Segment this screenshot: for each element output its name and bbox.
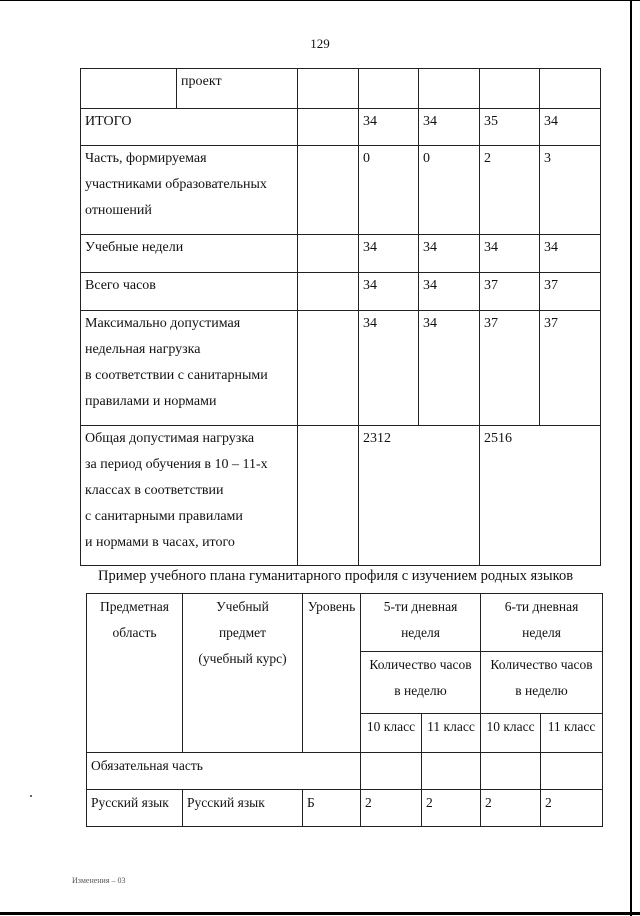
label-line: недельная нагрузка [85,342,201,357]
table-cell [359,69,419,109]
header-line: неделя [401,625,440,640]
label-line: классах в соответствии [85,483,224,498]
table-cell [298,235,359,273]
row-label: Всего часов [81,273,298,311]
label-line: участниками образовательных [85,177,267,192]
label-line: за период обучения в 10 – 11-х [85,457,268,472]
value-cell: 2 [541,790,603,827]
section-heading: Пример учебного плана гуманитарного профиля с изучением родных языков [98,568,574,584]
table-cell [422,753,481,790]
total-load-row [81,426,601,566]
table-cell [298,311,359,426]
label-line: и нормами в часах, итого [85,535,235,550]
value-cell: 2 [361,790,422,827]
grade-header: 10 класс [481,714,541,753]
table-cell [481,753,541,790]
value-cell: 0 [359,146,419,235]
mandatory-label: Обязательная часть [87,753,361,790]
value-cell: 34 [540,235,601,273]
value-cell: 2 [481,790,541,827]
label-line: в соответствии с санитарными [85,368,268,383]
scan-border-top [0,0,640,1]
table-cell [298,426,359,566]
label-line: Максимально допустимая [85,316,241,331]
page-number: 129 [310,36,330,51]
value-cell: 2 [480,146,540,235]
week5-header [361,594,481,652]
subject-cell: Русский язык [183,790,303,827]
value-cell: 2 [422,790,481,827]
hours-header [361,652,481,714]
row-label [81,146,298,235]
value-cell: 34 [359,235,419,273]
value-cell: 3 [540,146,601,235]
total-hours-row [81,273,601,311]
project-row [81,69,601,109]
value-cell: 34 [540,109,601,146]
value-cell: 0 [419,146,480,235]
value-cell: 34 [419,311,480,426]
scan-speck [30,795,32,797]
table-cell [298,109,359,146]
label-line: с санитарными правилами [85,509,243,524]
header-line: Учебный [216,599,269,614]
value-cell: 37 [540,273,601,311]
label-line: отношений [85,203,152,218]
value-cell: 37 [480,273,540,311]
header-row-1 [87,594,603,652]
label-line: Часть, формируемая [85,151,207,166]
participants-part-row [81,146,601,235]
humanities-plan-table [86,593,603,827]
header-line: неделя [522,625,561,640]
value-cell: 34 [419,235,480,273]
label-line: Общая допустимая нагрузка [85,431,255,446]
table-cell [298,146,359,235]
level-header: Уровень [303,594,361,753]
table-cell [480,69,540,109]
value-cell: 35 [480,109,540,146]
row-label [81,426,298,566]
header-line: область [112,625,157,640]
table-cell [81,69,177,109]
week6-header [481,594,603,652]
table-cell [298,69,359,109]
label-line: правилами и нормами [85,394,217,409]
value-cell: 34 [419,109,480,146]
table-cell [361,753,422,790]
project-label: проект [177,69,298,109]
row-label: ИТОГО [81,109,298,146]
mandatory-row [87,753,603,790]
header-line: в неделю [515,683,568,698]
level-cell: Б [303,790,361,827]
study-weeks-row [81,235,601,273]
footer-note: Изменения – 03 [72,876,126,885]
max-load-row [81,311,601,426]
table-cell [298,273,359,311]
header-line: (учебный курс) [198,651,287,666]
grade-header: 10 класс [361,714,422,753]
subject-header [183,594,303,753]
value-cell: 34 [419,273,480,311]
grade-header: 11 класс [541,714,603,753]
value-cell: 37 [540,311,601,426]
subject-area-header [87,594,183,753]
value-cell: 2516 [480,426,601,566]
header-line: 6-ти дневная [504,599,579,614]
value-cell: 34 [359,273,419,311]
row-label [81,311,298,426]
hours-header [481,652,603,714]
scan-border-right [630,0,632,916]
value-cell: 34 [480,235,540,273]
header-line: Количество часов [369,657,472,672]
area-cell: Русский язык [87,790,183,827]
value-cell: 37 [480,311,540,426]
table-cell [419,69,480,109]
curriculum-summary-table [80,68,601,566]
header-line: 5-ти дневная [383,599,458,614]
scan-border-bottom [0,912,640,915]
table-cell [541,753,603,790]
value-cell: 34 [359,311,419,426]
value-cell: 2312 [359,426,480,566]
value-cell: 34 [359,109,419,146]
row-label: Учебные недели [81,235,298,273]
header-line: Предметная [99,599,170,614]
total-row [81,109,601,146]
header-line: Количество часов [490,657,593,672]
header-line: в неделю [394,683,447,698]
grade-header: 11 класс [422,714,481,753]
header-line: предмет [218,625,267,640]
table-cell [540,69,601,109]
table-row [87,790,603,827]
